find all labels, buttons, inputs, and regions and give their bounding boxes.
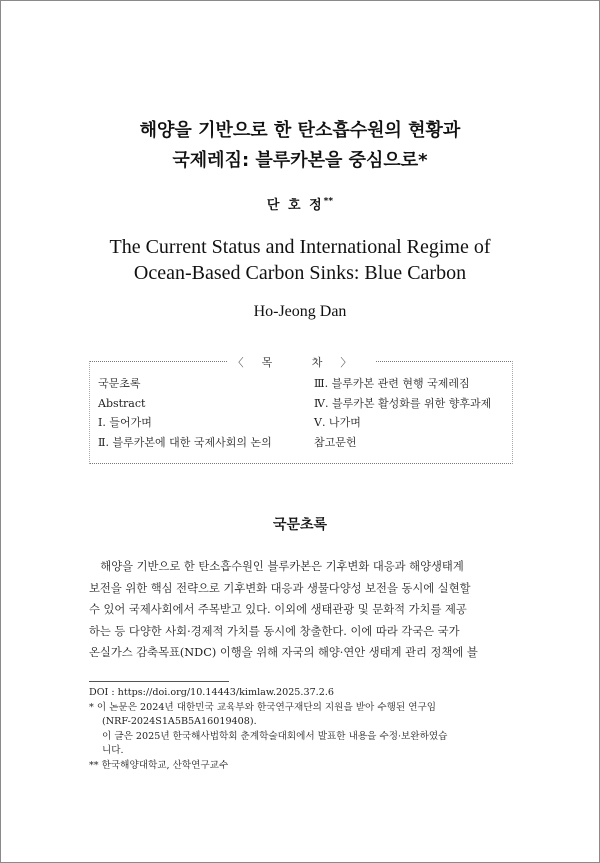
abstract-line: 보전을 위한 핵심 전략으로 기후변화 대응과 생물다양성 보전을 동시에 실현할: [89, 581, 471, 595]
korean-title-line2: 국제레짐: 블루카본을 중심으로*: [172, 150, 428, 171]
english-title-line1: The Current Status and International Regime of: [109, 236, 491, 258]
abstract-line: 수 있어 국제사회에서 주목받고 있다. 이외에 생태관광 및 문화적 가치를 제공: [89, 603, 467, 617]
toc-item[interactable]: 국문초록: [98, 377, 141, 390]
author-affiliation-footnote: ** 한국해양대학교, 산학연구교수: [89, 759, 229, 771]
funding-footnote-line3: 이 글은 2025년 한국해사법학회 춘계학술대회에서 발표한 내용을 수정·보완하였습: [102, 730, 448, 742]
toc-item[interactable]: Ⅱ. 블루카본에 대한 국제사회의 논의: [98, 435, 272, 449]
korean-author-name: 단 호 정: [266, 198, 324, 213]
footnote-divider: [89, 681, 229, 682]
english-title: [0, 234, 600, 286]
korean-author: [0, 194, 600, 213]
toc-item[interactable]: Ⅴ. 나가며: [314, 416, 361, 429]
abstract-heading: 국문초록: [272, 517, 328, 533]
funding-footnote-line4: 니다.: [102, 745, 124, 757]
toc-item[interactable]: Abstract: [98, 396, 146, 410]
toc-left-column: [98, 374, 272, 452]
table-of-contents: [89, 356, 513, 464]
toc-item[interactable]: 참고문헌: [314, 435, 357, 449]
footnotes: [89, 686, 515, 774]
korean-title: [0, 116, 600, 176]
author-footnote-mark: **: [323, 196, 334, 207]
korean-title-line1: 해양을 기반으로 한 탄소흡수원의 현황과: [139, 120, 461, 141]
abstract-line: 하는 등 다양한 사회·경제적 가치를 동시에 창출한다. 이에 따라 각국은 국가: [89, 624, 460, 638]
english-title-line2: Ocean-Based Carbon Sinks: Blue Carbon: [133, 262, 467, 284]
doi-link[interactable]: DOI : https://doi.org/10.14443/kimlaw.2025.37.2.6: [89, 687, 334, 698]
abstract-line: 온실가스 감축목표(NDC) 이행을 위해 자국의 해양·연안 생태계 관리 정책에 블: [89, 646, 478, 660]
abstract-body: [89, 556, 511, 664]
abstract-line: 해양을 기반으로 한 탄소흡수원인 블루카본은 기후변화 대응과 해양생태계: [89, 560, 464, 573]
toc-item[interactable]: Ⅳ. 블루카본 활성화를 위한 향후과제: [314, 396, 492, 410]
funding-footnote-line1: * 이 논문은 2024년 대한민국 교육부와 한국연구재단의 지원을 받아 수행된 연구임: [89, 701, 437, 713]
toc-right-column: [314, 374, 491, 452]
funding-footnote-line2: (NRF-2024S1A5B5A16019408).: [102, 716, 257, 728]
toc-item[interactable]: Ⅰ. 들어가며: [98, 416, 152, 429]
toc-heading: 〈목 차〉: [90, 354, 512, 370]
english-author: Ho-Jeong Dan: [253, 303, 347, 320]
toc-item[interactable]: Ⅲ. 블루카본 관련 현행 국제레짐: [314, 377, 470, 390]
